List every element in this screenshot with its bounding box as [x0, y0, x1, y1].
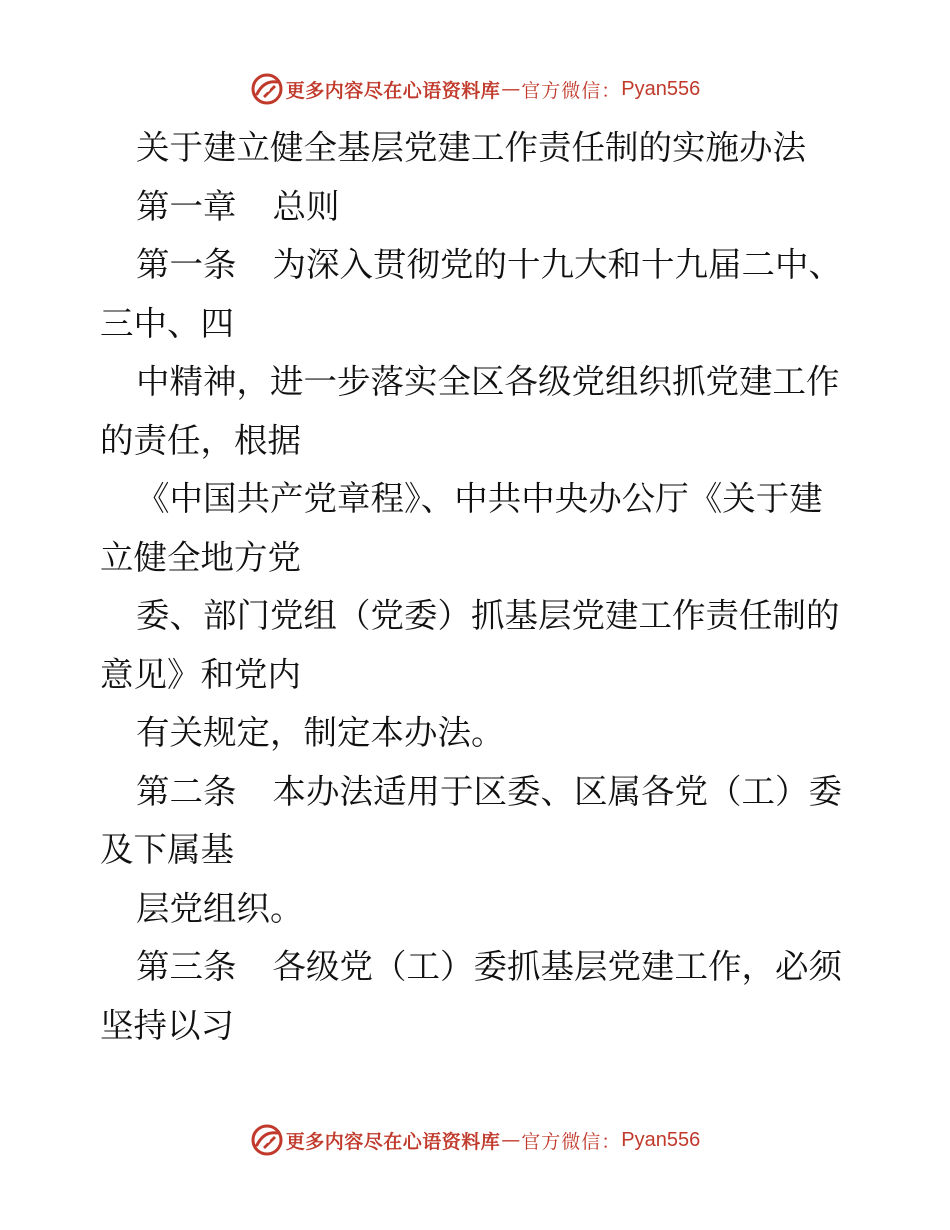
text-line: 坚持以习	[100, 1005, 234, 1045]
watermark-dash: —	[501, 78, 521, 100]
text-line: 《中国共产党章程》、中共中央办公厅《关于建	[136, 479, 823, 518]
text-line: 层党组织。	[136, 888, 304, 928]
chapter-title: 总则	[272, 186, 340, 226]
document-body	[100, 119, 870, 1055]
text-line: 三中、四	[100, 303, 234, 343]
article-number: 第三条	[136, 947, 237, 986]
text-line: 的责任，根据	[100, 420, 301, 460]
watermark-official-label: 官方微信：	[521, 1130, 622, 1153]
chapter-heading	[100, 178, 870, 237]
watermark-footer	[0, 1122, 950, 1158]
watermark-official-label: 官方微信：	[521, 79, 622, 102]
text-line: 委、部门党组（党委）抓基层党建工作责任制的	[136, 596, 840, 635]
chapter-number: 第一章	[136, 186, 237, 226]
article-line: 第二条 本办法适用于区委、区属各党（工）委	[136, 771, 842, 811]
article-number: 第一条	[136, 245, 237, 284]
article-line: 第三条 各级党（工）委抓基层党建工作，必须	[136, 947, 842, 986]
watermark-header	[0, 71, 950, 107]
pen-swirl-icon	[250, 72, 284, 106]
watermark-main-text: 更多内容尽在心语资料库	[285, 79, 501, 102]
watermark-main-text: 更多内容尽在心语资料库	[285, 1130, 501, 1153]
pen-swirl-icon	[250, 1123, 284, 1157]
text-line: 意见》和党内	[100, 654, 301, 694]
text-line: 立健全地方党	[100, 537, 301, 577]
text-line: 中精神，进一步落实全区各级党组织抓党建工作	[136, 362, 840, 401]
article-number: 第二条	[136, 771, 237, 811]
watermark-wechat-id: Pyan556	[621, 1128, 701, 1151]
text-line: 及下属基	[100, 830, 234, 869]
article-line: 第一条 为深入贯彻党的十九大和十九届二中、	[136, 245, 842, 284]
document-title: 关于建立健全基层党建工作责任制的实施办法	[136, 128, 806, 167]
watermark-wechat-id: Pyan556	[621, 77, 701, 100]
watermark-dash: —	[501, 1129, 521, 1151]
text-line: 有关规定，制定本办法。	[136, 713, 505, 752]
